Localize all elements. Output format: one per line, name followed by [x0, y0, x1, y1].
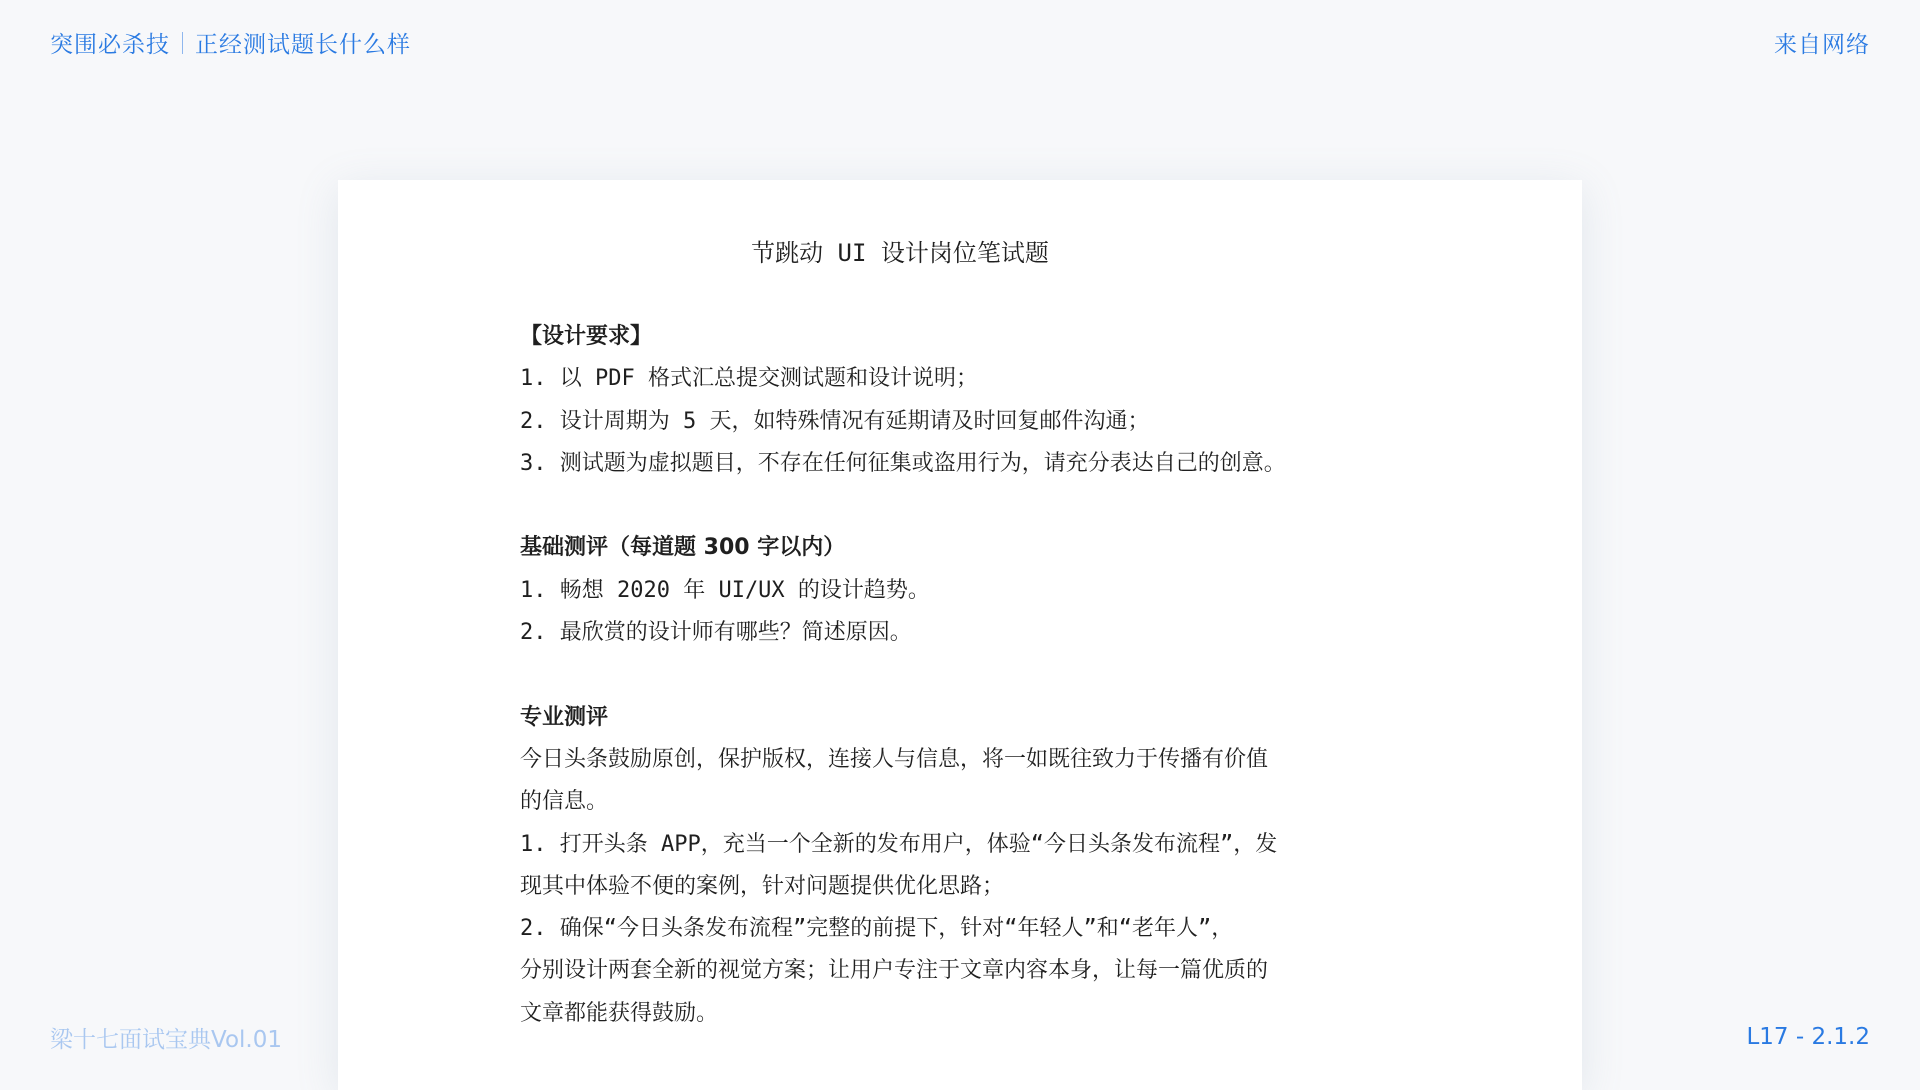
- header-breadcrumb: [50, 26, 411, 59]
- professional-text-line: 1. 打开头条 APP，充当一个全新的发布用户，体验“今日头条发布流程”，发: [520, 831, 1278, 857]
- professional-text-line: 分别设计两套全新的视觉方案；让用户专注于文章内容本身，让每一篇优质的: [520, 958, 1269, 984]
- requirement-item: 3. 测试题为虚拟题目，不存在任何征集或盗用行为，请充分表达自己的创意。: [520, 450, 1286, 476]
- requirement-item: 1. 以 PDF 格式汇总提交测试题和设计说明；: [520, 366, 978, 392]
- requirement-item: 2. 设计周期为 5 天，如特殊情况有延期请及时回复邮件沟通；: [520, 408, 1150, 434]
- section-heading-requirements: 【设计要求】: [520, 324, 653, 349]
- professional-text-line: 文章都能获得鼓励。: [520, 1000, 719, 1026]
- professional-text-line: 2. 确保“今日头条发布流程”完整的前提下，针对“年轻人”和“老年人”，: [520, 916, 1234, 942]
- header-title: 突围必杀技: [50, 32, 170, 58]
- section-gap: [520, 485, 1420, 527]
- document-content: [520, 232, 1420, 1035]
- section-heading-basic: 基础测评（每道题 300 字以内）: [520, 535, 846, 561]
- page-code: L17 - 2.1.2: [1746, 1024, 1870, 1050]
- section-heading-professional: 专业测评: [520, 704, 609, 730]
- header-divider: [182, 32, 183, 54]
- document-title: 节跳动 UI 设计岗位笔试题: [751, 239, 1049, 267]
- professional-text-line: 的信息。: [520, 789, 609, 815]
- document-card: [338, 180, 1582, 1090]
- footer-series-label: 梁十七面试宝典Vol.01: [50, 1027, 282, 1053]
- section-gap: [520, 654, 1420, 696]
- basic-question: 1. 畅想 2020 年 UI/UX 的设计趋势。: [520, 577, 930, 603]
- professional-text-line: 现其中体验不便的案例，针对问题提供优化思路；: [520, 873, 1005, 899]
- header-subtitle: 正经测试题长什么样: [195, 32, 411, 58]
- source-label: 来自网络: [1774, 32, 1870, 58]
- professional-text-line: 今日头条鼓励原创，保护版权，连接人与信息，将一如既往致力于传播有价值: [520, 746, 1269, 772]
- basic-question: 2. 最欣赏的设计师有哪些？简述原因。: [520, 620, 912, 646]
